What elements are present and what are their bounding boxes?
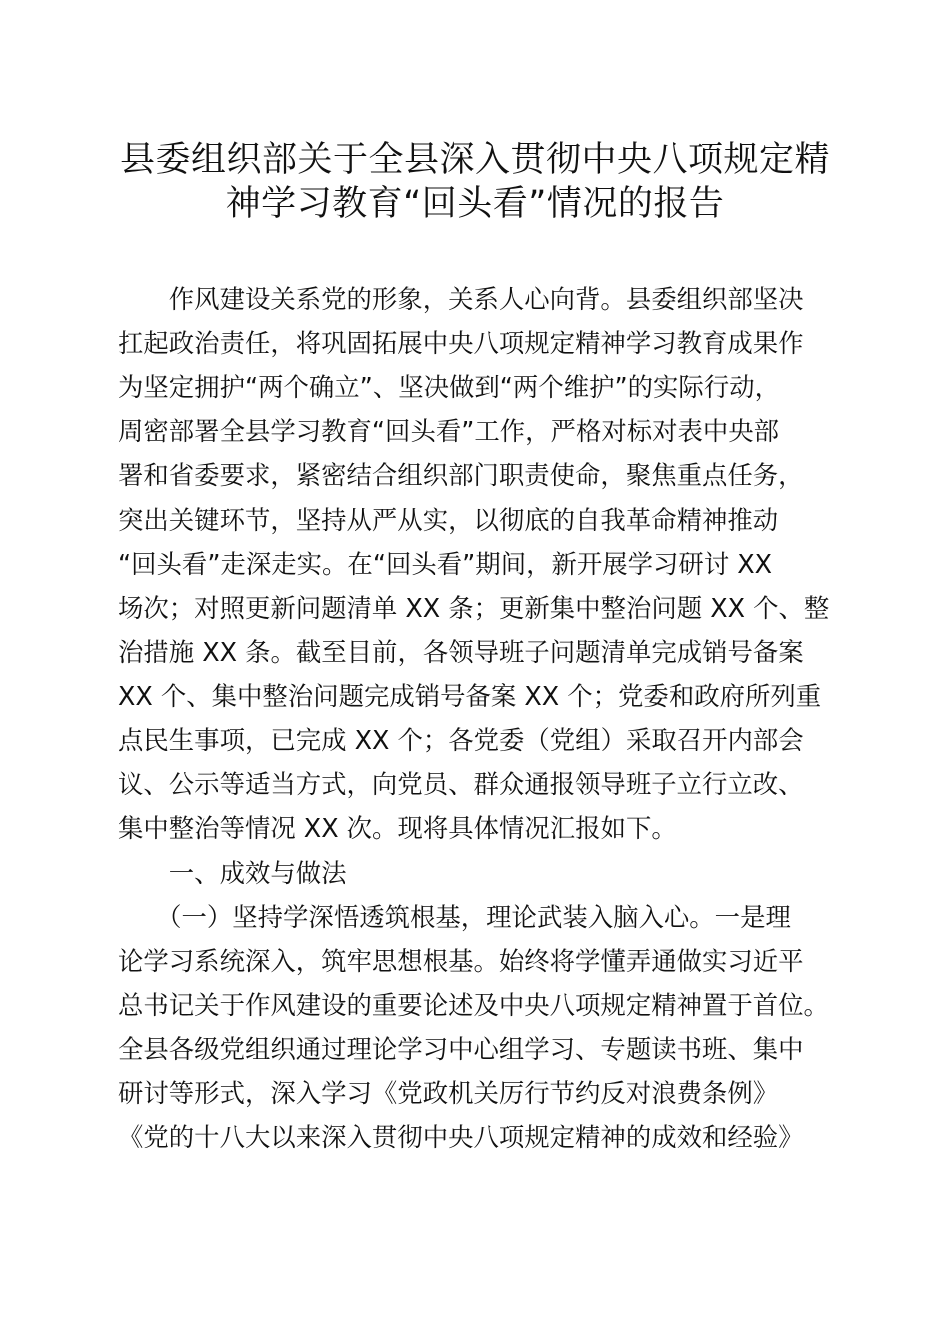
body-line: 作风建设关系党的形象，关系人心向背。县委组织部坚决 (118, 284, 804, 314)
body-line: 论学习系统深入，筑牢思想根基。始终将学懂弄通做实习近平 (118, 946, 804, 976)
section-heading: 一、成效与做法 (118, 858, 347, 888)
document-title-line-1: 县委组织部关于全县深入贯彻中央八项规定精 (119, 140, 830, 180)
body-line: 署和省委要求，紧密结合组织部门职责使命，聚焦重点任务， (118, 460, 804, 490)
body-line: 全县各级党组织通过理论学习中心组学习、专题读书班、集中 (118, 1034, 804, 1064)
body-line: 场次；对照更新问题清单 XX 条；更新集中整治问题 XX 个、整 (118, 593, 830, 623)
body-line: 集中整治等情况 XX 次。现将具体情况汇报如下。 (118, 813, 677, 843)
body-line: 为坚定拥护“两个确立”、坚决做到“两个维护”的实际行动， (118, 372, 780, 402)
body-line: “回头看”走深走实。在“回头看”期间，新开展学习研讨 XX (118, 549, 773, 579)
document-title-line-2: 神学习教育“回头看”情况的报告 (225, 184, 725, 224)
body-line: （一）坚持学深悟透筑根基，理论武装入脑入心。一是理 (118, 902, 791, 932)
body-line: 扛起政治责任，将巩固拓展中央八项规定精神学习教育成果作 (118, 328, 804, 358)
body-line: 点民生事项，已完成 XX 个；各党委（党组）采取召开内部会 (118, 725, 804, 755)
body-line: 治措施 XX 条。截至目前，各领导班子问题清单完成销号备案 (118, 637, 804, 667)
body-line: 周密部署全县学习教育“回头看”工作，严格对标对表中央部 (118, 416, 780, 446)
body-line: 总书记关于作风建设的重要论述及中央八项规定精神置于首位。 (118, 990, 829, 1020)
body-line: 研讨等形式，深入学习《党政机关厉行节约反对浪费条例》 (118, 1078, 779, 1108)
body-line: 突出关键环节，坚持从严从实，以彻底的自我革命精神推动 (118, 505, 779, 535)
body-line: XX 个、集中整治问题完成销号备案 XX 个；党委和政府所列重 (118, 681, 822, 711)
body-line: 《党的十八大以来深入贯彻中央八项规定精神的成效和经验》 (118, 1122, 804, 1152)
body-line: 议、公示等适当方式，向党员、群众通报领导班子立行立改、 (118, 769, 804, 799)
